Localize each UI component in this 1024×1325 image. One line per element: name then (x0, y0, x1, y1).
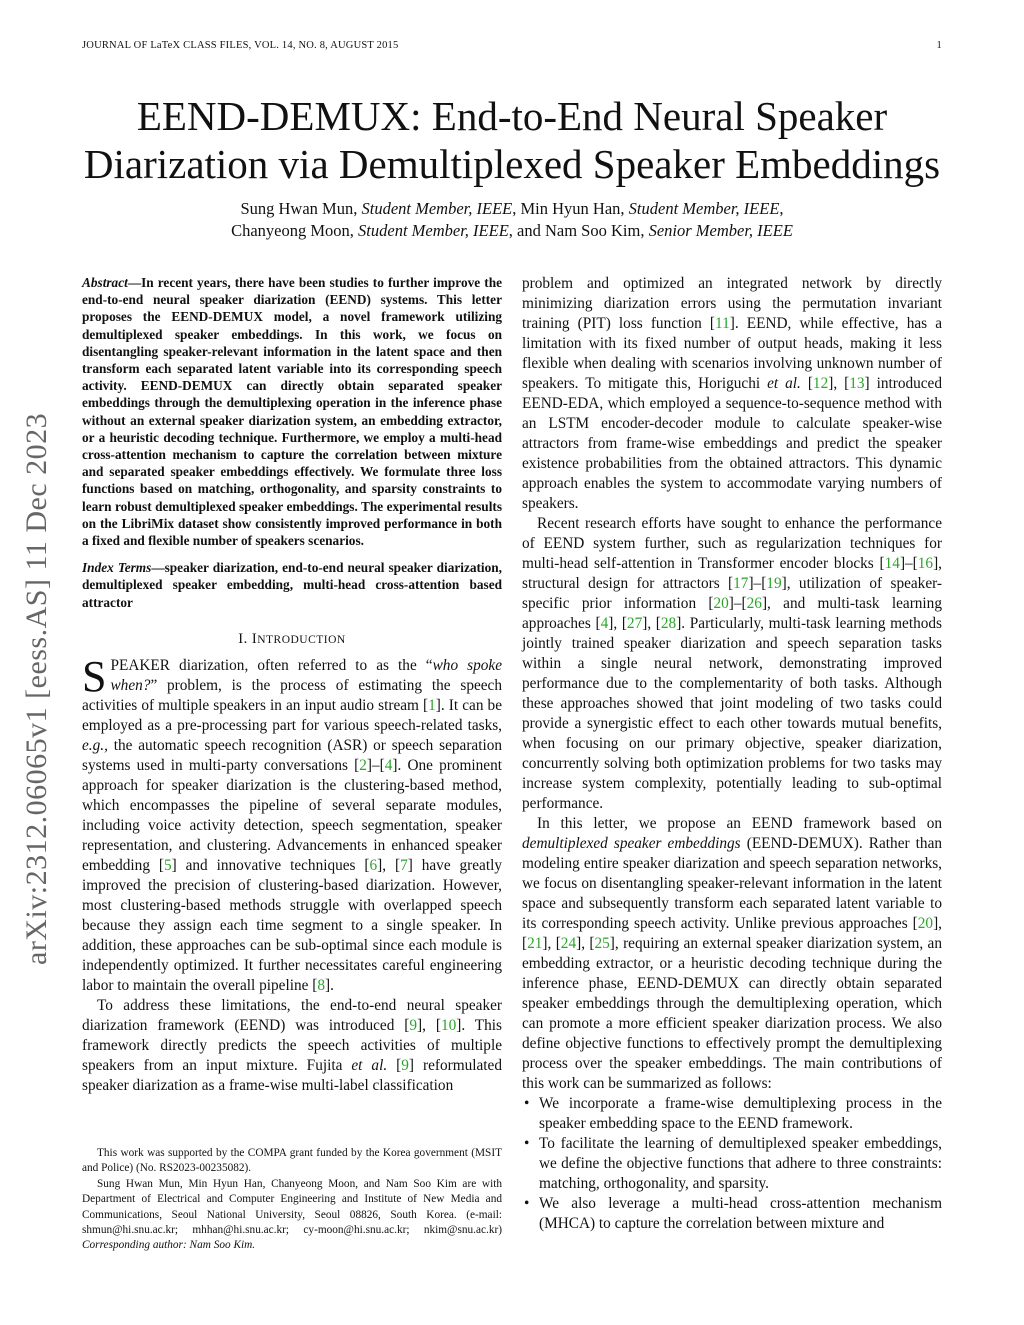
citation-link[interactable]: 24 (560, 935, 577, 952)
author-line-2 (60, 220, 964, 242)
text: ] introduced EEND-EDA, which employed a sequence-to-sequence method with an LSTM encoder-decoder module to calculate speaker-wise attractors from frame-wise embeddings and predict the speaker existence probabilities from the obtained attractors. This dynamic approach enables the system to accommodate varying numbers of speakers. (522, 375, 943, 512)
footnote (82, 1146, 502, 1254)
text: et al. (767, 375, 801, 392)
text: ], [ (828, 375, 850, 392)
title-line-2: Diarization via Demultiplexed Speaker Embeddings (83, 141, 941, 187)
citation-link[interactable]: 10 (440, 1016, 457, 1034)
left-column (82, 274, 502, 1096)
text: To address these limitations, the end-to-end neural speaker diarization framework (EEND) was introduced [ (82, 996, 502, 1034)
index-terms-text: —speaker diarization, end-to-end neural speaker diarization, demultiplexed speaker embedding, multi-head cross-attention based attractor (82, 560, 502, 610)
citation-link[interactable]: 13 (849, 375, 865, 392)
text: ], and multi-task learning approaches [ (522, 595, 942, 632)
intro-paragraph-1 (82, 651, 503, 996)
text: ]–[ (366, 756, 385, 774)
citation-link[interactable]: 1 (428, 696, 436, 714)
journal-name: JOURNAL OF LaTeX CLASS FILES, VOL. 14, NO. 8, AUGUST 2015 (82, 40, 399, 51)
citation-link[interactable]: 12 (812, 375, 829, 392)
author-name: Chanyeong Moon, (231, 221, 359, 240)
citation-link[interactable]: 16 (917, 555, 934, 572)
text: ]–[ (728, 595, 747, 612)
text: who spoke when? (110, 656, 503, 694)
title-line-1: EEND-DEMUX: End-to-End Neural Speaker (136, 93, 888, 139)
abstract (82, 274, 502, 549)
citation-link[interactable]: 9 (401, 1056, 409, 1074)
text: In this letter, we propose an EEND framework based on (537, 815, 942, 832)
text: ], [ (417, 1016, 441, 1034)
text: Recent research efforts have sought to enhance the performance of EEND system further, such as regularization techniques for multi-head self-attention in Transformer encoder blocks [ (522, 515, 942, 572)
text: [ (800, 375, 813, 392)
text: ” problem, is the process of estimating the speech activities of multiple speakers in an input audio stream [ (82, 676, 502, 714)
citation-link[interactable]: 2 (359, 756, 367, 774)
text: [ (387, 1056, 402, 1074)
author-name: , Min Hyun Han, (512, 199, 629, 218)
text: (EEND-DEMUX). Rather than modeling entire speaker diarization and speech separation networks, we focus on disentangling speaker-relevant information in the latent space and subsequently transform each separated latent variable to its corresponding speech activity. Unlike previous approaches [ (522, 835, 943, 932)
citation-link[interactable]: 25 (594, 935, 610, 952)
citation-link[interactable]: 27 (626, 615, 643, 632)
text: ]–[ (899, 555, 918, 572)
text: demultiplexed speaker embeddings (522, 835, 741, 852)
right-column (522, 274, 942, 1234)
right-paragraph-1 (522, 274, 942, 514)
author-sep: , (779, 199, 784, 218)
citation-link[interactable]: 9 (409, 1016, 418, 1034)
text: Sung Hwan Mun, Min Hyun Han, Chanyeong Moon, and Nam Soo Kim are with Department of Electrical and Computer Engineering and Institute of New Media and Communications, Seoul National University, Seoul 08826, South Korea. (e-mail: shmun@hi.snu.ac.kr; mhhan@hi.snu.ac.kr; cy-moon@hi.snu.ac.kr; nkim@snu.ac.kr) (82, 1177, 502, 1237)
arxiv-stamp: arXiv:2312.06065v1 [eess.AS] 11 Dec 2023 (20, 412, 53, 965)
right-paragraph-2 (522, 514, 942, 814)
citation-link[interactable]: 6 (369, 856, 378, 874)
section-rest: NTRODUCTION (257, 633, 346, 646)
index-terms-label: Index Terms (82, 560, 152, 576)
citation-link[interactable]: 4 (384, 756, 393, 774)
paper-title (40, 92, 984, 188)
citation-link[interactable]: 28 (660, 615, 677, 632)
author-role: Student Member, IEEE (628, 199, 780, 218)
drop-cap: S (82, 651, 107, 701)
author-line-1 (60, 198, 964, 220)
index-terms (82, 559, 502, 611)
text: ], [ (522, 915, 942, 952)
author-role: Student Member, IEEE (361, 199, 513, 218)
text: ]–[ (748, 575, 767, 592)
author-name: , and Nam Soo Kim, (508, 221, 649, 240)
text: ]. EEND, while effective, has a limitation with its fixed number of output heads, making it less flexible when dealing with scenarios involving unknown number of speakers. To mitigate this, Horiguchi (522, 315, 943, 392)
text: ]. It can be employed as a pre-processing part for various speech-related tasks, (82, 696, 502, 734)
author-list (60, 198, 964, 242)
text: ], utilization of speaker-specific prior information [ (522, 575, 942, 612)
text: ], [ (642, 615, 661, 632)
citation-link[interactable]: 26 (746, 595, 762, 612)
citation-link[interactable]: 14 (884, 555, 900, 572)
abstract-label: Abstract (82, 275, 128, 290)
running-header (82, 40, 942, 56)
text: PEAKER diarization, often referred to as the “ (110, 656, 433, 674)
citation-link[interactable]: 7 (400, 856, 408, 874)
citation-link[interactable]: 8 (317, 976, 325, 994)
intro-paragraph-2 (82, 996, 502, 1096)
abstract-text: —In recent years, there have been studies to further improve the end-to-end neural speaker diarization (EEND) systems. This letter proposes the EEND-DEMUX model, a novel framework utilizing demultiplexed speaker embeddings. In this work, we focus on disentangling speaker-relevant information in the latent space and then transform each separated latent variable into its corresponding speech activity. EEND-DEMUX can directly obtain separated speaker embeddings through the demultiplexing operation in the inference phase without an external speaker diarization system, an embedding extractor, or a heuristic decoding technique. Furthermore, we employ a multi-head cross-attention mechanism to capture the correlation between mixture and separated speaker embeddings effectively. We formulate three loss functions based on matching, orthogonality, and sparsity constraints to learn robust demultiplexed speaker embeddings. The experimental results on the LibriMix dataset show consistently improved performance in both a fixed and flexible number of speakers scenarios. (82, 275, 502, 549)
citation-link[interactable]: 21 (527, 935, 543, 952)
right-paragraph-3 (522, 814, 942, 1094)
corresponding-author: Corresponding author: Nam Soo Kim. (82, 1239, 256, 1252)
citation-link[interactable]: 20 (713, 595, 729, 612)
section-heading (82, 629, 502, 650)
footnote-affiliation (82, 1177, 502, 1254)
citation-link[interactable]: 4 (600, 615, 609, 632)
text: ], [ (542, 935, 561, 952)
author-name: Sung Hwan Mun, (240, 199, 362, 218)
text: ], [ (608, 615, 627, 632)
footnote-funding: This work was supported by the COMPA grant funded by the Korea government (MSIT and Police) (No. RS2023-00235082). (82, 1147, 502, 1175)
list-item: • To facilitate the learning of demultiplexed speaker embeddings, we define the objective functions that adhere to three constraints: matching, orthogonality, and sparsity. (522, 1134, 942, 1194)
text: ]. Particularly, multi-task learning methods jointly trained speaker diarization and speech separation tasks within a single neural network, demonstrating improved performance due to the complementarity of both tasks. Although these approaches showed that joint modeling of two tasks could provide a synergistic effect to each other towards mutual benefits, when focusing on our primary objective, speaker diarization, concurrently solving both optimization problems for two tasks may increase system complexity, potentially leading to sub-optimal performance. (522, 615, 942, 812)
page-number: 1 (936, 40, 942, 51)
text: ], [ (377, 856, 401, 874)
text: et al. (351, 1056, 388, 1074)
author-role: Student Member, IEEE (358, 221, 509, 240)
text: ]. One prominent approach for speaker diarization is the clustering-based method, which encompasses the pipeline of several separate modules, including voice activity detection, speech segmentation, speaker representation, and clustering. Advancements in enhanced speaker embedding [ (82, 756, 502, 874)
list-item: • We also leverage a multi-head cross-attention mechanism (MHCA) to capture the correlation between mixture and (522, 1194, 942, 1234)
author-role: Senior Member, IEEE (648, 221, 793, 240)
text: ]. This framework directly predicts the speech activities of multiple speakers from an input mixture. Fujita (82, 1016, 503, 1074)
section-initial: I (251, 630, 258, 647)
text: ] reformulated speaker diarization as a frame-wise multi-label classification (82, 1056, 502, 1094)
citation-link[interactable]: 19 (766, 575, 782, 592)
text: problem and optimized an integrated network by directly minimizing diarization errors using the permutation invariant training (PIT) loss function [ (522, 275, 942, 332)
citation-link[interactable]: 11 (715, 315, 730, 332)
citation-link[interactable]: 5 (163, 856, 172, 874)
text: ] have greatly improved the precision of clustering-based diarization. However, most clustering-based methods struggle with overlapped speech because they assign each time segment to a single speaker. In addition, these approaches can be sub-optimal since each module is independently optimized. It further necessitates careful engineering labor to maintain the overall pipeline [ (82, 856, 502, 994)
text: ] and innovative techniques [ (171, 856, 370, 874)
text: ], [ (576, 935, 595, 952)
text: ]. (324, 976, 334, 994)
text: ], structural design for attractors [ (522, 555, 942, 592)
text: ], requiring an external speaker diarization system, an embedding extractor, or a heuristic decoding technique during the inference phase, EEND-DEMUX can directly obtain separated speaker embeddings through the demultiplexing operation, which can promote a more efficient speaker diarization process. We also define objective functions to effectively prompt the demultiplexing process over the speaker embeddings. The main contributions of this work can be summarized as follows: (522, 935, 942, 1092)
text: e.g., (82, 736, 108, 754)
list-item: • We incorporate a frame-wise demultiplexing process in the speaker embedding space to the EEND framework. (522, 1094, 942, 1134)
citation-link[interactable]: 20 (917, 915, 934, 932)
section-number: I. (238, 630, 252, 647)
contribution-list (522, 1094, 942, 1234)
text: the automatic speech recognition (ASR) or speech separation systems used in multi-party conversations [ (82, 736, 502, 774)
citation-link[interactable]: 17 (733, 575, 749, 592)
